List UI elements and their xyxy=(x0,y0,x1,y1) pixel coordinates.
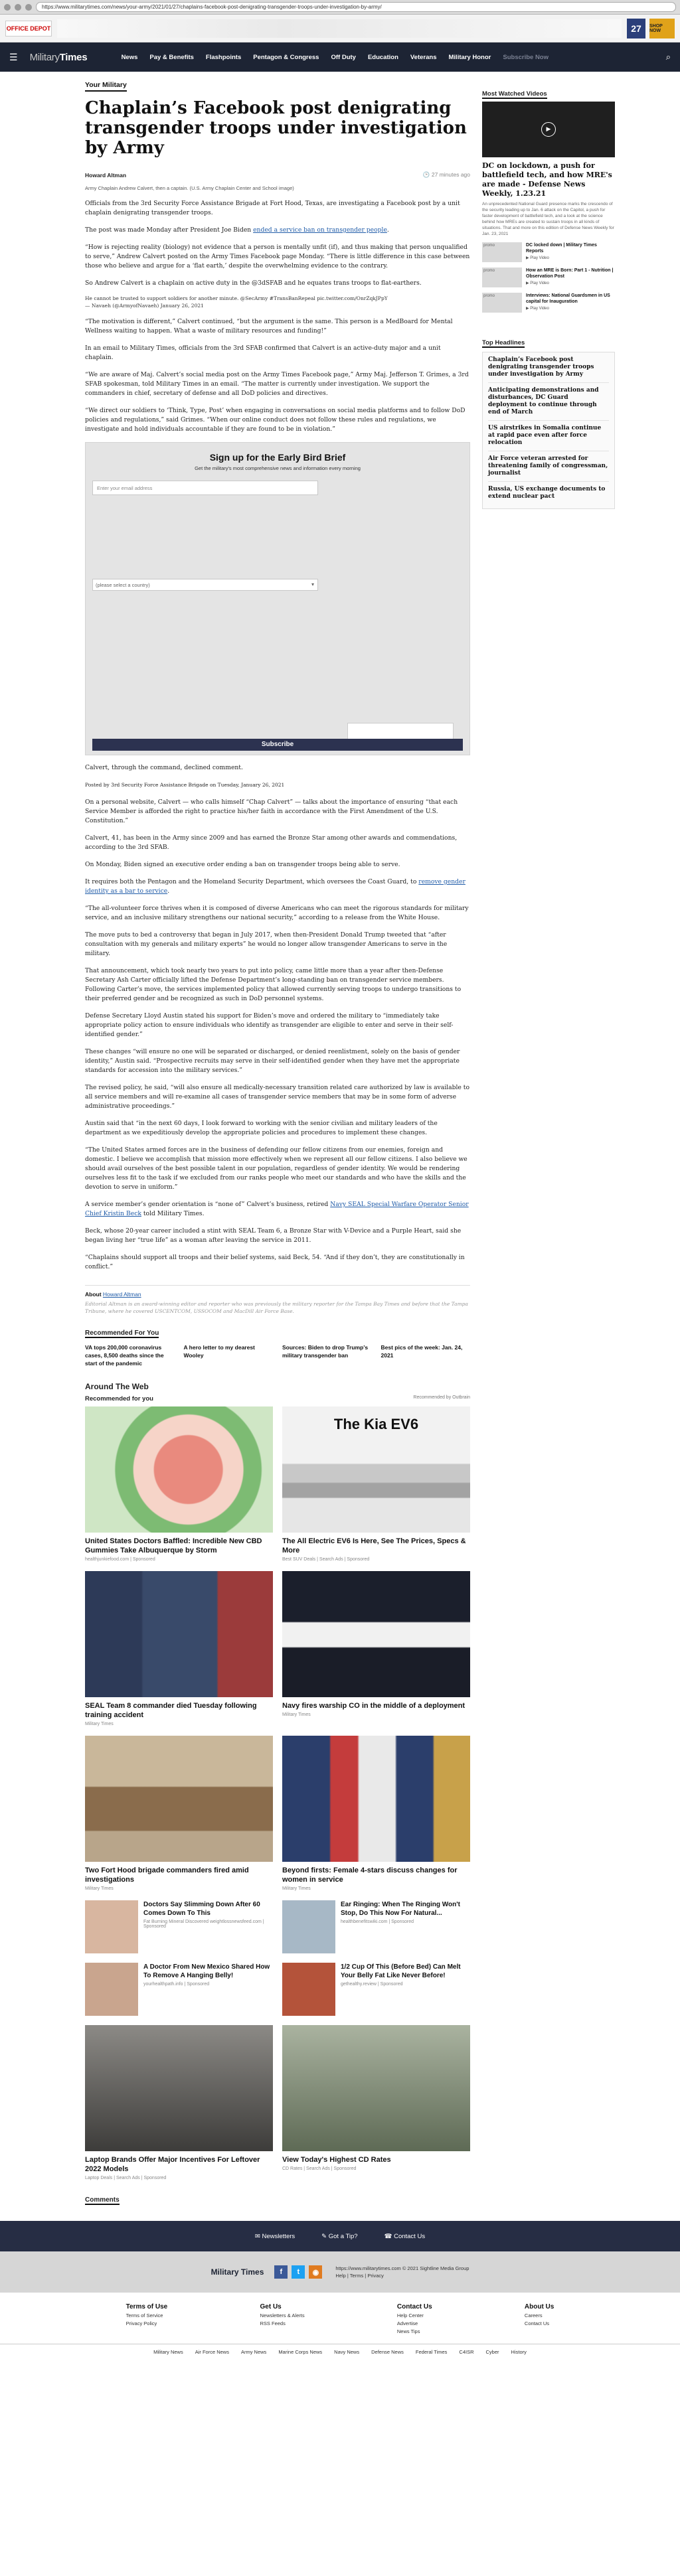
headline-item[interactable]: Chaplain’s Facebook post denigrating transgender troops under investigation by Army xyxy=(488,356,609,383)
browser-chrome xyxy=(0,0,680,15)
image-caption: Army Chaplain Andrew Calvert, then a captain. (U.S. Army Chaplain Center and School image) xyxy=(85,185,294,191)
nav-item-veterans[interactable]: Veterans xyxy=(410,53,437,61)
card-title: United States Doctors Baffled: Incredible New CBD Gummies Take Albuquerque by Storm xyxy=(85,1537,262,1554)
mini-title: A Doctor From New Mexico Shared How To Remove A Hanging Belly! xyxy=(143,1963,270,1979)
article-title: Chaplain’s Facebook post denigrating transgender troops under investigation by Army xyxy=(85,98,467,158)
network-link[interactable]: Military News xyxy=(153,2349,183,2355)
play-video-link[interactable]: ▶ Play Video xyxy=(526,281,549,285)
hamburger-menu-icon[interactable]: ☰ xyxy=(9,51,18,62)
card-title: The All Electric EV6 Is Here, See The Prices, Specs & More xyxy=(282,1537,466,1554)
footer-col xyxy=(397,2303,432,2334)
play-icon[interactable]: ▶ xyxy=(541,122,556,137)
card-image xyxy=(282,1406,470,1533)
recommended-heading: Recommended For You xyxy=(85,1329,159,1337)
recommended-item[interactable]: Best pics of the week: Jan. 24, 2021 xyxy=(381,1344,463,1359)
footer-link[interactable]: Advertise xyxy=(396,2320,418,2326)
tweet-text: He cannot be trusted to support soldiers for another minute. @SecArmy #TransBanRepeal pic.twitter.com/OnrZqkJPpY xyxy=(85,295,388,301)
video-playlist xyxy=(482,242,615,313)
recommended-list xyxy=(85,1343,470,1367)
sponsored-card[interactable] xyxy=(85,2025,273,2180)
sponsored-card[interactable] xyxy=(282,1406,470,1562)
footer-col-title: Get Us xyxy=(260,2303,282,2311)
signup-title: Sign up for the Early Bird Brief xyxy=(209,452,346,463)
mini-title: Doctors Say Slimming Down After 60 Comes Down To This xyxy=(143,1901,260,1917)
footer-bar xyxy=(0,2221,680,2251)
author-link[interactable]: Howard Altman xyxy=(102,1291,141,1298)
sponsored-card[interactable] xyxy=(282,1736,470,1891)
ad-logo: OFFICE DEPOT xyxy=(5,21,52,37)
contact-link[interactable]: ☎ Contact Us xyxy=(384,2232,426,2240)
facebook-icon[interactable]: f xyxy=(274,2265,288,2279)
paragraph: It requires both the Pentagon and the Homeland Security Department, which oversees the Coast Guard, to remove gender identity as a bar to service. xyxy=(85,878,466,895)
mini-source: healthbenefitswiki.com | Sponsored xyxy=(341,1920,414,1924)
paragraph: “We are aware of Maj. Calvert’s social media post on the Army Times Facebook page,” Army Maj. Jefferson T. Grimes, a 3rd SFAB spokesman, told Military Times in an email. “The matter is currently under investigation. We support the commanders in chief, secretary of defense and all DoD policies and directives. xyxy=(85,371,469,397)
sponsored-mini[interactable] xyxy=(282,1963,470,2016)
top-headlines-heading: Top Headlines xyxy=(482,339,525,346)
paragraph: “Chaplains should support all troops and their belief systems, said Beck, 54. “And if they don’t, they are constitutionally in conflict.” xyxy=(85,1254,465,1270)
sponsored-card[interactable] xyxy=(282,2025,470,2180)
comments-heading[interactable]: Comments xyxy=(85,2196,120,2204)
paragraph: The revised policy, he said, “will also ensure all medically-necessary transition related care authorized by law is available to all service members and will re-examine all cases of transgender service members that may be in some form of adverse administrative proceedings.” xyxy=(85,1084,469,1110)
nav-item-pay-benefits[interactable]: Pay & Benefits xyxy=(149,53,194,61)
footer-link[interactable]: Terms of Service xyxy=(126,2312,163,2318)
mini-image xyxy=(85,1900,138,1953)
paragraph: “The United States armed forces are in the business of defending our fellow citizens from our enemies, foreign and domestic. I believe we accomplish that mission more effectively when we represent all our fellow citizens. I also believe we should avail ourselves of the best possible talent in our population, regardless of gender identity. We would be rendering ourselves less fit to the task if we excluded from our ranks people who meet our standards and who have the skills and the devotion to serve in uniform.” xyxy=(85,1146,468,1191)
card-title: Laptop Brands Offer Major Incentives For Leftover 2022 Models xyxy=(85,2156,260,2173)
paragraph: “How is rejecting reality (biology) not evidence that a person is mentally unfit (if), and thus making that person unqualified to serve,” Andrew Calvert posted on the Army Times Facebook page Monday. “There is little difference in this case between those who believe and argue for a ‘flat earth,’ despite the overwhelming evidence to the contrary. xyxy=(85,244,470,269)
card-image xyxy=(85,1571,273,1697)
byline xyxy=(85,171,470,179)
sponsored-card[interactable] xyxy=(85,1571,273,1726)
paragraph: The post was made Monday after President Joe Biden ended a service ban on transgender people. xyxy=(85,226,389,234)
card-title: View Today's Highest CD Rates xyxy=(282,2156,391,2164)
card-source: healthjunkiefood.com | Sponsored xyxy=(85,1557,155,1562)
footer-link[interactable]: News Tips xyxy=(396,2328,420,2334)
timestamp: 🕑 27 minutes ago xyxy=(422,171,470,178)
search-icon[interactable]: ⌕ xyxy=(665,52,671,62)
inline-link[interactable]: remove gender identity as a bar to service xyxy=(85,878,466,895)
reload-icon[interactable] xyxy=(25,4,32,11)
nav-item-military-honor[interactable]: Military Honor xyxy=(448,53,491,61)
sponsored-row xyxy=(85,2025,470,2180)
mini-source: Fat Burning Mineral Discovered weightlossnewsfeed.com | Sponsored xyxy=(143,1920,264,1929)
sponsored-card[interactable] xyxy=(85,1736,273,1891)
network-link[interactable]: Marine Corps News xyxy=(278,2349,323,2355)
signup-subtitle: Get the military's most comprehensive news and information every morning xyxy=(195,465,361,471)
footer-link[interactable]: Careers xyxy=(524,2312,543,2318)
paragraph: “The all-volunteer force thrives when it is composed of diverse Americans who can meet the rigorous standards for military service, and an inclusive military strengthens our national security,” according to a release from the White House. xyxy=(85,905,469,921)
paragraph: So Andrew Calvert is a chaplain on active duty in the @3dSFAB and he equates trans troops to flat-earthers. xyxy=(85,279,422,287)
network-link[interactable]: C4ISR xyxy=(459,2349,474,2355)
embed-attribution: Posted by 3rd Security Force Assistance Brigade on Tuesday, January 26, 2021 xyxy=(85,782,285,788)
headline-item[interactable]: Russia, US exchange documents to extend nuclear pact xyxy=(488,486,606,500)
sponsored-mini-row xyxy=(85,1900,470,1953)
email-field[interactable]: Enter your email address xyxy=(92,481,318,495)
sponsored-row xyxy=(85,1736,470,1891)
main-nav xyxy=(0,42,680,72)
paragraph: Defense Secretary Lloyd Austin stated his support for Biden’s move and ordered the military to “immediately take appropriate policy action to ensure individuals who identify as transgender are eligible to enter and serve in their self-identified gender.” xyxy=(85,1012,454,1038)
paragraph: A service member’s gender orientation is “none of” Calvert’s business, retired Navy SEAL Special Warfare Operator Senior Chief Kristin Beck told Military Times. xyxy=(85,1201,469,1217)
paragraph: On Monday, Biden signed an executive order ending a ban on transgender troops being able to serve. xyxy=(85,861,400,868)
footer-col xyxy=(525,2303,554,2334)
card-title: SEAL Team 8 commander died Tuesday following training accident xyxy=(85,1702,257,1719)
paragraph: Beck, whose 20-year career included a stint with SEAL Team 6, a Bronze Star with V-Device and a Purple Heart, said she began living her “true life” as a woman after leaving the service in 2011. xyxy=(85,1227,462,1244)
video-thumbnail: promo xyxy=(482,242,522,262)
sponsored-card[interactable] xyxy=(85,1406,273,1562)
footer-col xyxy=(126,2303,168,2334)
nav-item-news[interactable]: News xyxy=(121,53,138,61)
headline-item[interactable]: US airstrikes in Somalia continue at rapid pace even after force relocation xyxy=(488,421,609,451)
nav-item-education[interactable]: Education xyxy=(367,53,398,61)
card-image xyxy=(282,1571,470,1697)
top-ad-banner[interactable] xyxy=(0,15,680,42)
paragraph: “The motivation is different,” Calvert continued, “but the argument is the same. This person is a MedBoard for Mental Wellness waiting to happen. What a waste of military resources and funding!” xyxy=(85,318,453,335)
paragraph: In an email to Military Times, officials from the 3rd SFAB confirmed that Calvert is an active-duty major and a unit chaplain. xyxy=(85,344,441,361)
network-link[interactable]: Army News xyxy=(240,2349,267,2355)
inline-link[interactable]: Navy SEAL Special Warfare Operator Senior Chief Kristin Beck xyxy=(85,1201,469,1217)
card-source: Military Times xyxy=(282,1712,311,1717)
newsletters-link[interactable]: ✉ Newsletters xyxy=(254,2232,296,2240)
article-body-continued xyxy=(85,763,470,1272)
video-title[interactable]: DC on lockdown, a push for battlefield tech, and how MRE's are made - Defense News Weekly, 1.23.21 xyxy=(482,161,612,198)
sponsored-mini[interactable] xyxy=(85,1963,273,2016)
card-source: Military Times xyxy=(282,1886,311,1891)
address-bar[interactable]: https://www.militarytimes.com/news/your-army/2021/01/27/chaplains-facebook-post-denigrating-transgender-troops-under-investigation-by-army/ xyxy=(36,2,676,12)
mini-image xyxy=(282,1963,335,2016)
network-link[interactable]: History xyxy=(511,2349,527,2355)
author-bio: Editorial Altman is an award-winning editor and reporter who was previously the military reporter for the Tampa Bay Times and before that the Tampa Tribune, where he covered USCENTCOM, USSOCOM and MacDill Air Force Base. xyxy=(85,1301,468,1314)
recommended-item[interactable]: Sources: Biden to drop Trump’s military transgender ban xyxy=(282,1344,369,1359)
author-name[interactable]: Howard Altman xyxy=(85,171,127,179)
mini-image xyxy=(85,1963,138,2016)
sponsored-card[interactable] xyxy=(282,1571,470,1726)
about-author xyxy=(85,1285,470,1315)
network-link[interactable]: Air Force News xyxy=(195,2349,229,2355)
footer-col-title: Terms of Use xyxy=(126,2303,168,2311)
headline-item[interactable]: Air Force veteran arrested for threatening family of congressman, journalist xyxy=(488,451,609,482)
card-image xyxy=(85,1406,273,1533)
mini-image xyxy=(282,1900,335,1953)
country-select[interactable]: (please select a country) ▾ xyxy=(92,579,318,591)
network-link[interactable]: Federal Times xyxy=(415,2349,448,2355)
footer-logo[interactable]: Military Times xyxy=(211,2267,264,2277)
videos-heading: Most Watched Videos xyxy=(482,90,547,98)
nav-item-flashpoints[interactable]: Flashpoints xyxy=(205,53,242,61)
nav-item-subscribe[interactable]: Subscribe Now xyxy=(503,53,549,61)
section-label[interactable]: Your Military xyxy=(85,81,127,92)
card-source: Best SUV Deals | Search Ads | Sponsored xyxy=(282,1557,370,1562)
footer-link[interactable]: Help Center xyxy=(396,2312,424,2318)
card-source: Military Times xyxy=(85,1722,114,1726)
newsletter-signup xyxy=(85,442,470,755)
sponsored-mini-row xyxy=(85,1963,470,2016)
video-player[interactable] xyxy=(482,102,615,157)
inline-link[interactable]: ended a service ban on transgender people xyxy=(253,226,387,234)
footer-col-title: Contact Us xyxy=(396,2303,432,2311)
card-image xyxy=(85,1736,273,1862)
play-video-link[interactable]: ▶ Play Video xyxy=(526,256,549,260)
recommended-item[interactable]: A hero letter to my dearest Wooley xyxy=(183,1344,255,1359)
card-image-brand: The Kia EV6 xyxy=(333,1416,419,1432)
playlist-title: How an MRE is Born: Part 1 - Nutrition | Observation Post xyxy=(526,268,614,279)
rss-icon[interactable]: ◉ xyxy=(309,2265,322,2279)
social-bar xyxy=(0,2251,680,2293)
around-web-subheading: Recommended for you Recommended by Outbrain xyxy=(85,1395,470,1402)
card-title: Beyond firsts: Female 4-stars discuss changes for women in service xyxy=(282,1866,458,1884)
sponsored-row xyxy=(85,1571,470,1726)
playlist-title: Interviews: National Guardsmen in US capital for Inauguration xyxy=(526,293,610,304)
about-heading: About Howard Altman xyxy=(85,1291,141,1298)
card-title: Two Fort Hood brigade commanders fired amid investigations xyxy=(85,1866,249,1884)
video-description: An unprecedented National Guard presence marks the crescendo of the security leading up to Jan. 6 attack on the Capitol, a push for faster development of battlefield tech, and a look at the science behind how MREs are created to sustain troops in all kinds of situations. That and more on this edition of Defense News Weekly for Jan. 23, 2021 xyxy=(482,202,614,236)
tip-link[interactable]: ✎ Got a Tip? xyxy=(321,2232,358,2240)
video-thumbnail: promo xyxy=(482,267,522,287)
paragraph: Calvert, through the command, declined comment. xyxy=(85,764,243,771)
paragraph: Calvert, 41, has been in the Army since 2009 and has earned the Bronze Star among other awards and commendations, according to the 3rd SFAB. xyxy=(85,834,458,851)
playlist-item[interactable] xyxy=(482,293,615,313)
sponsored-mini[interactable] xyxy=(282,1900,470,1953)
paragraph: That announcement, which took nearly two years to put into policy, came little more than a year after then-Defense Secretary Ash Carter officially lifted the Defense Department’s long-standing ban on transgender service members. Following Carter’s move, the services implemented policy that allowed currently serving troops to undergo transitions to their preferred gender and be recognized as such in DoD personnel systems. xyxy=(85,967,462,1002)
subscribe-button[interactable]: Subscribe xyxy=(92,739,463,751)
playlist-item[interactable] xyxy=(482,242,615,262)
mini-title: Ear Ringing: When The Ringing Won't Stop, Do This Now For Natural... xyxy=(341,1901,460,1917)
card-source: CD Rates | Search Ads | Sponsored xyxy=(282,2166,357,2171)
playlist-title: DC locked down | Military Times Reports xyxy=(526,243,597,254)
around-web-heading: Around The Web xyxy=(85,1382,149,1391)
footer-col xyxy=(260,2303,305,2334)
mini-source: gethealthy.review | Sponsored xyxy=(341,1982,403,1987)
embedded-tweet[interactable] xyxy=(85,295,470,309)
copyright: https://www.militarytimes.com © 2021 Sightline Media Group Help | Terms | Privacy xyxy=(335,2265,469,2279)
card-image xyxy=(282,1736,470,1862)
sponsored-row xyxy=(85,1406,470,1562)
paragraph: The move puts to bed a controversy that began in July 2017, when then-President Donald Trump tweeted that “after consultation with my generals and military experts” he would no longer allow transgender Americans to serve in the military. xyxy=(85,931,448,957)
ad-calendar: 27 xyxy=(627,19,645,38)
footer-col-title: About Us xyxy=(524,2303,554,2311)
paragraph: On a personal website, Calvert — who calls himself “Chap Calvert” — talks about the importance of ensuring “that each Service Member is afforded the right to practice his/her faith in accordance with the First Amendment of the U.S. Constitution.” xyxy=(85,798,458,824)
footer-link[interactable]: RSS Feeds xyxy=(260,2320,286,2326)
footer-link[interactable]: Privacy Policy xyxy=(126,2320,157,2326)
card-source: Laptop Deals | Search Ads | Sponsored xyxy=(85,2176,167,2180)
footer-link[interactable]: Newsletters & Alerts xyxy=(260,2312,305,2318)
ad-cta-button[interactable]: SHOP NOW xyxy=(649,19,675,38)
article-body xyxy=(85,199,470,434)
mini-title: 1/2 Cup Of This (Before Bed) Can Melt Your Belly Fat Like Never Before! xyxy=(341,1963,461,1979)
playlist-item[interactable] xyxy=(482,267,615,287)
mini-source: yourhealthpath.info | Sponsored xyxy=(143,1982,210,1987)
headline-item[interactable]: Anticipating demonstrations and disturbances, DC Guard deployment to continue through end of March xyxy=(488,383,609,421)
paragraph: Austin said that “in the next 60 days, I look forward to working with the senior civilian and military leaders of the department as we expeditiously develop the appropriate policies and procedures to implement these changes. xyxy=(85,1120,438,1136)
play-video-link[interactable]: ▶ Play Video xyxy=(526,307,549,311)
back-icon[interactable] xyxy=(4,4,11,11)
recommended-item[interactable]: VA tops 200,000 coronavirus cases, 8,500 deaths since the start of the pandemic xyxy=(85,1344,164,1367)
forward-icon[interactable] xyxy=(15,4,21,11)
card-image xyxy=(85,2025,273,2151)
network-links xyxy=(0,2344,680,2360)
twitter-icon[interactable]: t xyxy=(292,2265,305,2279)
paragraph: “We direct our soldiers to ‘Think, Type, Post’ when engaging in conversations on social media platforms and to follow DoD policies and regulations,” said Grimes. “When our online conduct does not follow these rules and regulations, we investigate and hold individuals accountable if they are found to be in violation.” xyxy=(85,407,466,433)
sidebar xyxy=(482,72,615,2205)
video-thumbnail: promo xyxy=(482,293,522,313)
top-headlines-list xyxy=(482,352,615,509)
nav-item-pentagon-congress[interactable]: Pentagon & Congress xyxy=(253,53,319,61)
ad-image xyxy=(57,19,622,38)
network-link[interactable]: Cyber xyxy=(485,2349,499,2355)
tweet-attribution: — Navaeh (@ArmyofNavaeh) January 26, 2021 xyxy=(85,303,204,309)
paragraph: These changes “will ensure no one will be separated or discharged, or denied reenlistment, solely on the basis of gender identity,” Austin said. “Prospective recruits may serve in their self-identified gender when they have met the appropriate standards for accession into the military services.” xyxy=(85,1048,460,1074)
sponsored-mini[interactable] xyxy=(85,1900,273,1953)
card-source: Military Times xyxy=(85,1886,114,1891)
footer-links xyxy=(0,2293,680,2334)
site-logo[interactable]: MilitaryTimes xyxy=(29,51,88,63)
outbrain-credit[interactable]: Recommended by Outbrain xyxy=(413,1395,470,1400)
paragraph: Officials from the 3rd Security Force Assistance Brigade at Fort Hood, Texas, are investigating a Facebook post by a unit chaplain denigrating transgender troops. xyxy=(85,200,460,216)
network-link[interactable]: Defense News xyxy=(371,2349,404,2355)
network-link[interactable]: Navy News xyxy=(334,2349,360,2355)
card-title: Navy fires warship CO in the middle of a deployment xyxy=(282,1702,466,1710)
card-image xyxy=(282,2025,470,2151)
nav-item-off-duty[interactable]: Off Duty xyxy=(331,53,356,61)
article-column xyxy=(85,72,470,2205)
footer-link[interactable]: Contact Us xyxy=(524,2320,550,2326)
